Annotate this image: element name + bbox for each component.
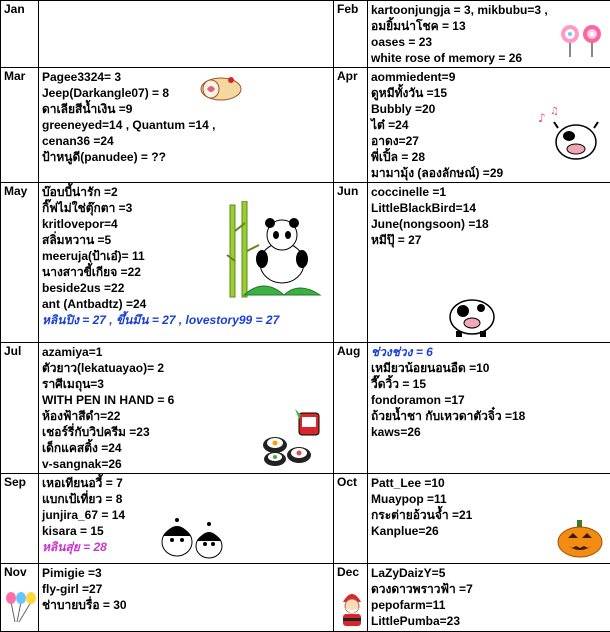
lollipops-icon <box>558 23 606 57</box>
month-label-jan: Jan <box>1 1 39 68</box>
entry: ราศีเมถุน=3 <box>42 376 330 392</box>
month-cell-jun <box>368 183 610 343</box>
entry: บ๊อบบี้น่ารัก =2 <box>42 184 330 200</box>
calendar-row <box>1 474 610 564</box>
month-cell-mar <box>39 68 334 183</box>
entry: kaws=26 <box>371 424 607 440</box>
entry: ดาเลียสีน้ำเงิน =9 <box>42 101 330 117</box>
entry: meeruja(ป้าเอ๋)= 11 <box>42 248 330 264</box>
month-cell-nov <box>39 564 334 632</box>
entry: ถ้วยน้ำชา กับเหวดาตัวจิ๋ว =18 <box>371 408 607 424</box>
svg-text:♪: ♪ <box>538 111 546 125</box>
entry: ดวงดาวพราวฟ้า =7 <box>371 581 607 597</box>
month-cell-may <box>39 183 334 343</box>
entry: พี่เปิ้ล = 28 <box>371 149 607 165</box>
entry: มามามุ้ง (ลองลักษณ์) =29 <box>371 165 607 181</box>
month-cell-feb <box>368 1 610 68</box>
month-cell-sep <box>39 474 334 564</box>
month-cell-dec <box>368 564 610 632</box>
entry: สลิ่มหวาน =5 <box>42 232 330 248</box>
entry: LittlePumba=23 <box>371 613 607 629</box>
entry: เหมียวน้อยนอนอืด =10 <box>371 360 607 376</box>
entry: fly-girl =27 <box>42 581 330 597</box>
entry: v-sangnak=26 <box>42 456 330 472</box>
calendar-row <box>1 1 610 68</box>
entry: fondoramon =17 <box>371 392 607 408</box>
cow-cartoon-icon <box>444 293 500 337</box>
month-label-feb: Feb <box>334 1 368 68</box>
month-cell-jan <box>39 1 334 68</box>
month-label-mar: Mar <box>1 68 39 183</box>
entry: อมยิ้มน่าโชค = 13 <box>371 18 607 34</box>
panda-bamboo-icon <box>224 201 324 301</box>
month-label-sep: Sep <box>1 474 39 564</box>
entry: beside2us =22 <box>42 280 330 296</box>
santa-icon <box>337 588 367 628</box>
calendar-row <box>1 564 610 632</box>
month-label-jun: Jun <box>334 183 368 343</box>
entry: oases = 23 <box>371 34 607 50</box>
entry: ไต๋ =24 <box>371 117 607 133</box>
month-label-may: May <box>1 183 39 343</box>
month-cell-aug <box>368 343 610 474</box>
entry: ant (Antbadtz) =24 <box>42 296 330 312</box>
entry: Patt_Lee =10 <box>371 475 607 491</box>
entry: ป้าหนูดี(panudee) = ?? <box>42 149 330 165</box>
entry: Jeep(Darkangle07) = 8 <box>42 85 330 101</box>
entry: หมีปุ๊ = 27 <box>371 232 607 248</box>
month-label-jul: Jul <box>1 343 39 474</box>
pumpkin-icon <box>556 518 604 558</box>
entry: coccinelle =1 <box>371 184 607 200</box>
entry: ห้องฟ้าสีดำ=22 <box>42 408 330 424</box>
entry: June(nongsoon) =18 <box>371 216 607 232</box>
entry: Pagee3324= 3 <box>42 69 330 85</box>
penguins-icon <box>159 516 229 560</box>
highlight-entry: ช่วงช่วง = 6 <box>371 344 607 360</box>
entry: kritlovepor=4 <box>42 216 330 232</box>
entry: Bubbly =20 <box>371 101 607 117</box>
entry: กิ๊ฟไม่ใช่ตุ๊กตา =3 <box>42 200 330 216</box>
entry: อาดง=27 <box>371 133 607 149</box>
entry: Muaypop =11 <box>371 491 607 507</box>
entry: kisara = 15 <box>42 523 330 539</box>
entry: นางสาวขี้เกียจ =22 <box>42 264 330 280</box>
month-cell-apr <box>368 68 610 183</box>
month-cell-jul <box>39 343 334 474</box>
highlight-entry: หลินสุ่ย = 28 <box>42 539 330 555</box>
month-label-oct: Oct <box>334 474 368 564</box>
entry: kartoonjungja = 3, mikbubu=3 , <box>371 2 607 18</box>
sushi-icon <box>261 407 327 467</box>
svg-text:♫: ♫ <box>550 106 559 117</box>
entry: greeneyed=14 , Quantum =14 , <box>42 117 330 133</box>
entry: white rose of memory = 26 <box>371 50 607 66</box>
entry: ช่าบายบรื่อ = 30 <box>42 597 330 613</box>
entry: ตัวยาว(lekatuayao)= 2 <box>42 360 330 376</box>
entry: LaZyDaizY=5 <box>371 565 607 581</box>
entry: cenan36 =24 <box>42 133 330 149</box>
entry: Pimigie =3 <box>42 565 330 581</box>
entry: แบกเป้เที่ยว = 8 <box>42 491 330 507</box>
entry: WITH PEN IN HAND = 6 <box>42 392 330 408</box>
month-label-nov-text: Nov <box>4 565 27 579</box>
month-cell-oct <box>368 474 610 564</box>
highlight-entry: หลินปิง = 27 , ขึ้นมึน = 27 , lovestory99 = 27 <box>42 312 330 328</box>
month-label-aug: Aug <box>334 343 368 474</box>
calendar-row <box>1 183 610 343</box>
calendar-row <box>1 343 610 474</box>
month-label-nov <box>1 564 39 632</box>
entry: LittleBlackBird=14 <box>371 200 607 216</box>
balloons-icon <box>3 590 37 624</box>
entry: เชอร์รี่กับวิปครีม =23 <box>42 424 330 440</box>
entry: aommiedent=9 <box>371 69 607 85</box>
entry: ดูหมีทั้งวัน =15 <box>371 85 607 101</box>
cake-roll-icon <box>199 72 243 102</box>
entry: pepofarm=11 <box>371 597 607 613</box>
entry: azamiya=1 <box>42 344 330 360</box>
month-label-apr: Apr <box>334 68 368 183</box>
entry: เด็กแคสติ้ง =24 <box>42 440 330 456</box>
month-label-dec-text: Dec <box>337 565 359 579</box>
entry: เหอเทียนอวี้ = 7 <box>42 475 330 491</box>
cow-cartoon-icon <box>536 104 606 166</box>
entry: junjira_67 = 14 <box>42 507 330 523</box>
entry: วี๊ดวิ้ว = 15 <box>371 376 607 392</box>
month-label-dec <box>334 564 368 632</box>
entry: กระต่ายอ้วนจ้ำ =21 <box>371 507 607 523</box>
calendar-row <box>1 68 610 183</box>
entry: Kanplue=26 <box>371 523 607 539</box>
